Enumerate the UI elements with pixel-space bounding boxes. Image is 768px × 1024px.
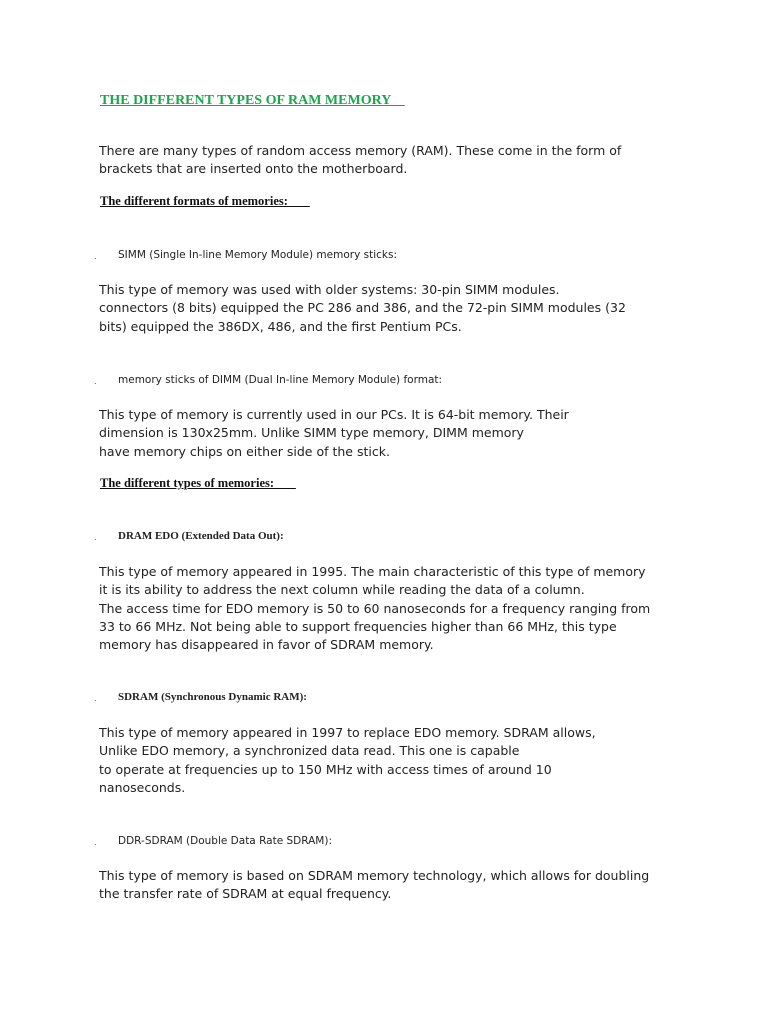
types-heading: The different types of memories: <box>100 476 296 490</box>
dimm-paragraph <box>99 406 569 461</box>
paragraph-line: nanoseconds. <box>99 779 186 795</box>
sdram-label: SDRAM (Synchronous Dynamic RAM): <box>118 691 307 703</box>
paragraph-line: This type of memory appeared in 1997 to replace EDO memory. SDRAM allows, <box>99 725 596 740</box>
formats-heading: The different formats of memories: <box>100 194 310 208</box>
paragraph-line: The access time for EDO memory is 50 to 60 nanoseconds for a frequency ranging from <box>99 600 651 616</box>
paragraph-line: the transfer rate of SDRAM at equal frequency. <box>99 886 392 902</box>
paragraph-line: 33 to 66 MHz. Not being able to support frequencies higher than 66 MHz, this type <box>99 618 617 634</box>
simm-paragraph <box>99 281 626 336</box>
paragraph-line: have memory chips on either side of the stick. <box>99 443 390 459</box>
sdram-paragraph <box>99 724 596 797</box>
paragraph-line: bits) equipped the 386DX, 486, and the first Pentium PCs. <box>99 318 462 334</box>
bullet-marker: . <box>94 694 97 703</box>
paragraph-line: Unlike EDO memory, a synchronized data read. This one is capable <box>99 743 520 759</box>
paragraph-line: to operate at frequencies up to 150 MHz with access times of around 10 <box>99 761 552 777</box>
paragraph-line: This type of memory was used with older systems: 30-pin SIMM modules. <box>99 282 560 297</box>
dram-edo-label: DRAM EDO (Extended Data Out): <box>118 530 284 542</box>
ddr-sdram-paragraph <box>99 867 649 904</box>
bullet-marker: . <box>94 533 97 542</box>
simm-label: SIMM (Single In-line Memory Module) memory sticks: <box>118 249 397 261</box>
paragraph-line: memory has disappeared in favor of SDRAM memory. <box>99 637 434 653</box>
paragraph-line: brackets that are inserted onto the motherboard. <box>99 161 408 177</box>
paragraph-line: This type of memory is based on SDRAM memory technology, which allows for doubling <box>99 868 650 883</box>
paragraph-line: There are many types of random access memory (RAM). These come in the form of <box>99 143 622 158</box>
document-title: THE DIFFERENT TYPES OF RAM MEMORY <box>100 93 405 108</box>
bullet-marker: . <box>94 252 97 261</box>
ddr-sdram-label: DDR-SDRAM (Double Data Rate SDRAM): <box>118 835 332 847</box>
dram-edo-paragraph <box>99 563 650 654</box>
bullet-marker: . <box>94 377 97 386</box>
bullet-marker: . <box>94 838 97 847</box>
paragraph-line: connectors (8 bits) equipped the PC 286 and 386, and the 72-pin SIMM modules (32 <box>99 300 626 316</box>
paragraph-line: dimension is 130x25mm. Unlike SIMM type memory, DIMM memory <box>99 425 524 441</box>
paragraph-line: This type of memory is currently used in our PCs. It is 64-bit memory. Their <box>99 407 569 422</box>
dimm-label: memory sticks of DIMM (Dual In-line Memory Module) format: <box>118 374 443 386</box>
paragraph-line: This type of memory appeared in 1995. The main characteristic of this type of memory <box>99 564 646 579</box>
intro-paragraph <box>99 142 621 179</box>
paragraph-line: it is its ability to address the next column while reading the data of a column. <box>99 582 585 598</box>
